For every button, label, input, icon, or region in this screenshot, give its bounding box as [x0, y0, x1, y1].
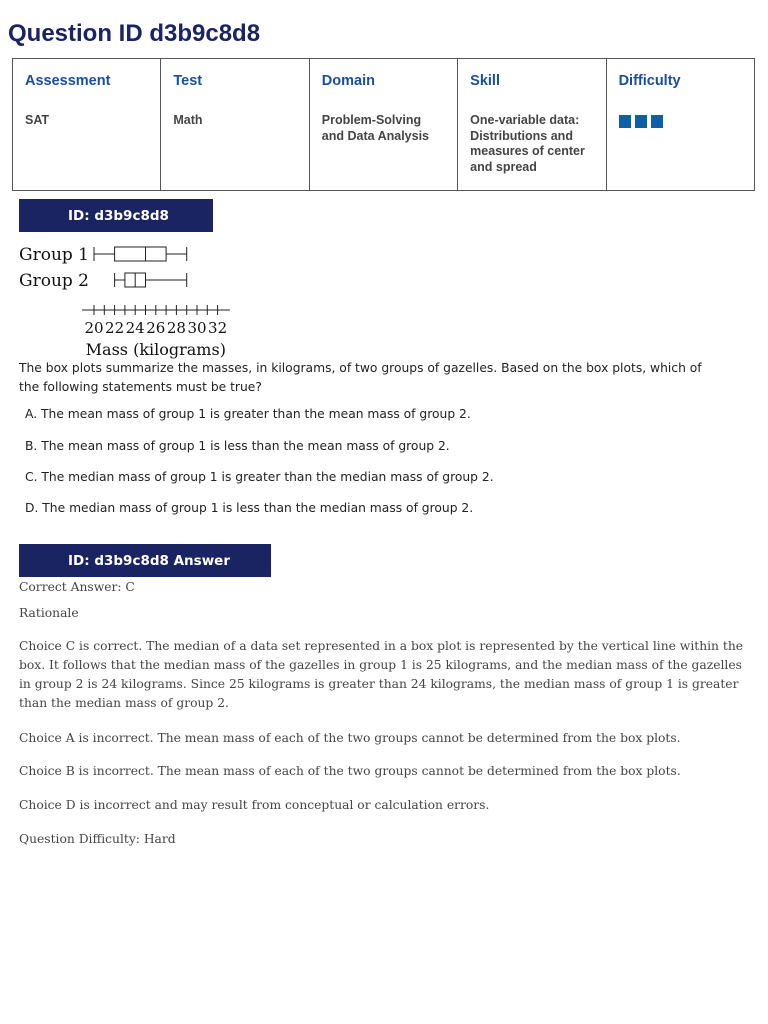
rationale-paragraph: Choice B is incorrect. The mean mass of each of the two groups cannot be determined from the box plots. [19, 764, 681, 778]
x-axis-title: Mass (kilograms) [85, 340, 226, 359]
difficulty-square [651, 115, 663, 128]
tick-label: 32 [208, 319, 228, 337]
assessment-header: Assessment [25, 73, 111, 89]
test-cell [161, 59, 309, 191]
box-plot-chart [0, 236, 380, 362]
group-label: Group 2 [19, 271, 89, 291]
skill-value: One-variable data: Distributions and measures of center and spread [470, 113, 585, 174]
assessment-value: SAT [25, 113, 50, 127]
rationale-label: Rationale [19, 606, 79, 620]
tick-label: 28 [166, 319, 186, 337]
difficulty-indicator [619, 115, 742, 128]
skill-header: Skill [470, 73, 500, 89]
domain-value: Problem-Solving and Data Analysis [321, 113, 429, 143]
question-info-table [12, 58, 755, 191]
rationale-paragraph: Choice A is incorrect. The mean mass of each of the two groups cannot be determined from the box plots. [19, 731, 681, 745]
question-stem: The box plots summarize the masses, in kilograms, of two groups of gazelles. Based on the box plots, which of the following statements must be true? [19, 361, 702, 394]
assessment-cell [13, 59, 161, 191]
choice-b: B. The mean mass of group 1 is less than the mean mass of group 2. [25, 439, 450, 453]
test-header: Test [173, 73, 203, 89]
correct-answer: Correct Answer: C [19, 580, 135, 594]
tick-label: 24 [125, 319, 145, 337]
page-title: Question ID d3b9c8d8 [8, 20, 261, 47]
domain-cell [309, 59, 457, 191]
test-value: Math [173, 113, 203, 127]
rationale-paragraph: Choice D is incorrect and may result from conceptual or calculation errors. [19, 798, 490, 812]
difficulty-header: Difficulty [618, 73, 681, 89]
choice-a: A. The mean mass of group 1 is greater than the mean mass of group 2. [25, 407, 471, 421]
difficulty-square [619, 115, 631, 128]
domain-header: Domain [321, 73, 375, 89]
choice-d: D. The median mass of group 1 is less than the median mass of group 2. [25, 501, 474, 515]
skill-cell [458, 59, 606, 191]
difficulty-cell [606, 59, 754, 191]
rationale-paragraph: Choice C is correct. The median of a data set represented in a box plot is represented by the vertical line within the box. It follows that the median mass of the gazelles in group 1 is 25 kilograms, and the median mass of the gazelles in group 2 is 24 kilograms. Since 25 kilograms is greater than 24 kilograms, the median mass of group 1 is greater than the median mass of group 2. [19, 639, 744, 710]
group-label: Group 1 [19, 245, 89, 265]
tick-label: 22 [105, 319, 125, 337]
box [115, 247, 167, 261]
difficulty-square [635, 115, 647, 128]
question-id-bar: ID: d3b9c8d8 [19, 199, 213, 232]
choice-c: C. The median mass of group 1 is greater than the median mass of group 2. [25, 470, 494, 484]
tick-label: 20 [84, 319, 104, 337]
question-difficulty: Question Difficulty: Hard [19, 832, 176, 846]
answer-id-bar: ID: d3b9c8d8 Answer [19, 544, 271, 577]
tick-label: 26 [146, 319, 166, 337]
tick-label: 30 [187, 319, 207, 337]
